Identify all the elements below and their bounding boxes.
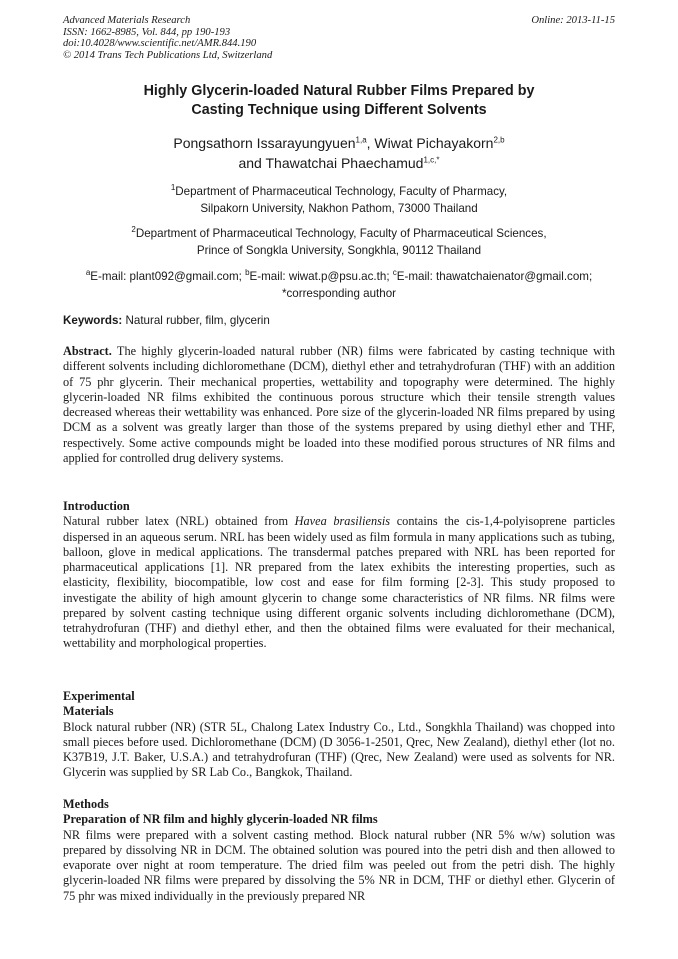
experimental-heading: Experimental <box>63 689 135 703</box>
author-1-sup: 1,a <box>355 135 367 145</box>
affiliation-1 <box>63 184 615 217</box>
experimental-section <box>63 689 615 781</box>
doi-line: doi:10.4028/www.scientific.net/AMR.844.190 <box>63 38 257 50</box>
keywords-text: Natural rubber, film, glycerin <box>122 314 270 327</box>
preparation-subheading: Preparation of NR film and highly glycerin-loaded NR films <box>63 812 378 827</box>
email-c-sup: c <box>392 268 397 278</box>
title-line-1: Highly Glycerin-loaded Natural Rubber Films Prepared by <box>143 83 535 99</box>
materials-text: Block natural rubber (NR) (STR 5L, Chalong Latex Industry Co., Ltd., Songkhla Thailand) was chopped into small pieces before used. Dichloromethane (DCM) (D 3056-1-2501, Qrec, New Zealand), diethyl ether (lot no. K37B19, J.T. Baker, U.S.A.) and tetrahydrofuran (THF) (Qrec, New Zealand) were used as solvents for NR. Glycerin was supplied by SR Lab Co., Bangkok, Thailand. <box>63 719 615 780</box>
journal-name: Advanced Materials Research <box>63 15 191 26</box>
affiliation-2-line-1: Department of Pharmaceutical Technology, Faculty of Pharmaceutical Sciences, <box>135 227 547 240</box>
author-2-name: Wiwat Pichayakorn <box>374 135 494 151</box>
affiliation-2-number: 2 <box>131 225 136 235</box>
introduction-text-b: contains the cis-1,4-polyisoprene particles dispersed in an aqueous serum. NRL has been widely used as film formula in many applications such as tubing, balloon, glove in medical applications. The transdermal patches prepared with NRL has been reported for pharmaceutical applications [1]. NR prepared from the latex exhibits the interesting properties, such as elasticity, flexibility, biocompatible, low cost and ease for film forming [2-3]. This study proposed to investigate the ability of high amount glycerin to change some characteristics of NR films. NR films were prepared by solvent casting technique using different organic solvents including dichloromethane (DCM), tetrahydrofuran (THF) and diethyl ether, and then the obtained films were evaluated for their mechanical, wettability and morphological properties. <box>63 514 615 651</box>
author-and: and <box>238 155 266 171</box>
author-1-name: Pongsathorn Issarayungyuen <box>173 135 356 151</box>
materials-subheading: Materials <box>63 704 114 719</box>
email-b-sup: b <box>245 268 250 278</box>
keywords-label: Keywords: <box>63 314 123 327</box>
author-line-1 <box>63 133 615 153</box>
email-b[interactable]: E-mail: wiwat.p@psu.ac.th; <box>249 270 393 283</box>
copyright-line: © 2014 Trans Tech Publications Ltd, Switzerland <box>63 49 273 61</box>
species-name: Havea brasiliensis <box>294 514 391 529</box>
email-block <box>63 269 615 302</box>
abstract-text: The highly glycerin-loaded natural rubber (NR) films were fabricated by casting technique with different solvents including dichloromethane (DCM), diethyl ether and tetrahydrofuran (THF) with an addition of 75 phr glycerin. Their mechanical properties, wettability and topography were determined. The highly glycerin-loaded NR films exhibited the continuous porous structure which their tensile strength values decreased whereas their wettability was enhanced. Pore size of the glycerin-loaded NR films prepared by using DCM as a solvent was greatly larger than those of the systems prepared by using diethyl ether and THF, respectively. Some active compounds might be loaded into these modified porous structures of NR films and applied for controlled drug delivery systems. <box>63 344 615 465</box>
abstract-section <box>63 344 615 466</box>
affiliation-1-line-2: Silpakorn University, Nakhon Pathom, 73000 Thailand <box>200 201 478 215</box>
author-2-sup: 2,b <box>493 135 505 145</box>
introduction-section <box>63 499 615 652</box>
methods-section <box>63 797 615 904</box>
author-3-name: Thawatchai Phaechamud <box>265 155 424 171</box>
title-line-2: Casting Technique using Different Solvents <box>191 102 487 118</box>
issn-line: ISSN: 1662-8985, Vol. 844, pp 190-193 <box>63 26 231 38</box>
introduction-heading: Introduction <box>63 499 130 513</box>
author-separator: , <box>366 135 375 151</box>
paper-title <box>63 82 615 120</box>
email-a[interactable]: E-mail: plant092@gmail.com; <box>90 270 246 283</box>
keywords <box>63 313 615 329</box>
abstract-label: Abstract. <box>63 344 112 358</box>
affiliation-2-line-2: Prince of Songkla University, Songkhla, 90112 Thailand <box>196 243 482 257</box>
introduction-text-a: Natural rubber latex (NRL) obtained from <box>63 514 295 529</box>
affiliation-2 <box>63 226 615 259</box>
journal-header <box>63 15 423 61</box>
author-list <box>63 133 615 173</box>
online-date: Online: 2013-11-15 <box>531 15 615 26</box>
author-3-sup: 1,c,* <box>423 155 440 165</box>
email-a-sup: a <box>85 268 91 278</box>
methods-heading: Methods <box>63 797 109 811</box>
methods-text: NR films were prepared with a solvent casting method. Block natural rubber (NR 5% w/w) solution was prepared by dissolving NR in DCM. The obtained solution was poured into the petri dish and then allowed to evaporate over night at room temperature. The dried film was peeled out from the petri dish. The highly glycerin-loaded NR films were prepared by dissolving the 5% NR in DCM, THF or diethyl ether. Glycerin of 75 phr was mixed individually in the previously prepared NR <box>63 827 615 903</box>
author-line-2 <box>63 153 615 173</box>
email-c[interactable]: E-mail: thawatchaienator@gmail.com; <box>396 270 593 283</box>
affiliation-1-number: 1 <box>170 183 176 193</box>
corresponding-author-note: *corresponding author <box>281 286 397 300</box>
affiliation-1-line-1: Department of Pharmaceutical Technology, Faculty of Pharmacy, <box>175 185 508 198</box>
